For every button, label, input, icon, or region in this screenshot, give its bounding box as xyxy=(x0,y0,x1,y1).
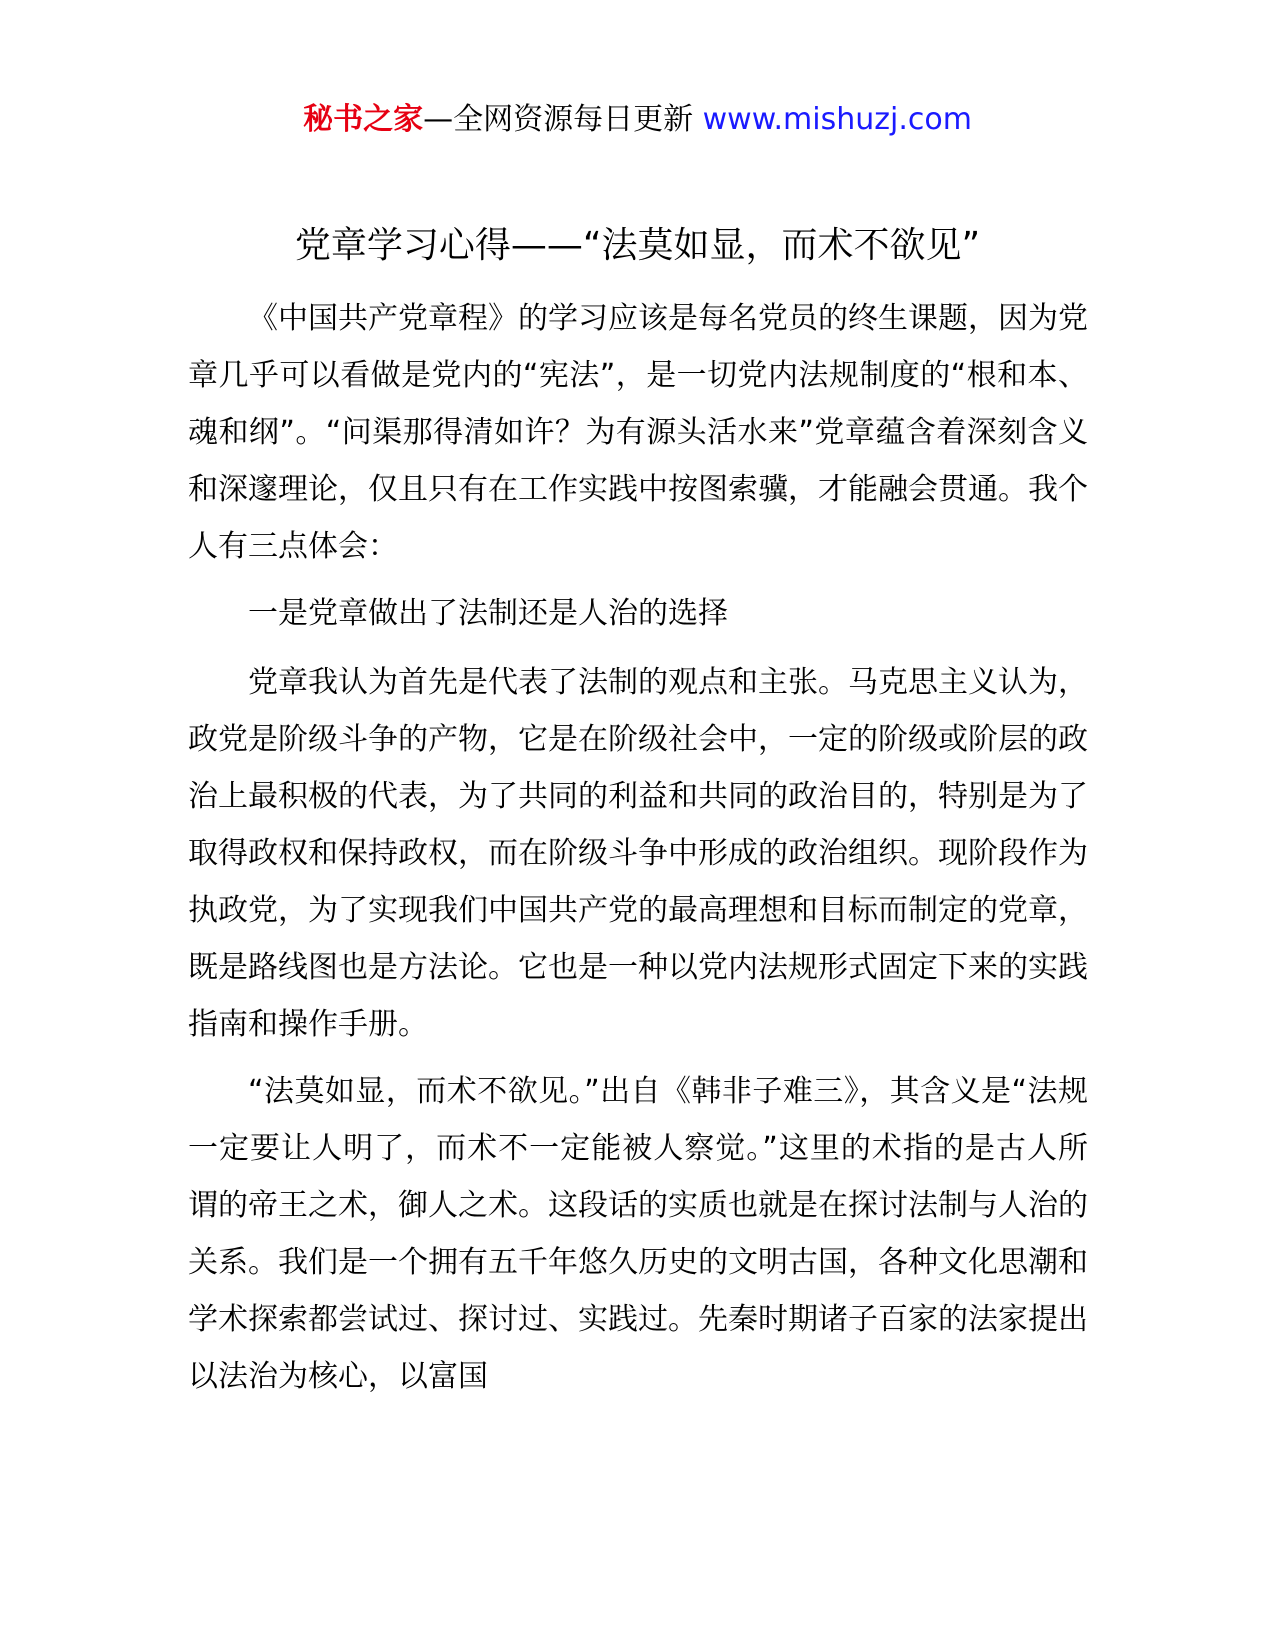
paragraph-intro: 《中国共产党章程》的学习应该是每名党员的终生课题，因为党章几乎可以看做是党内的“宪法”，是一切党内法规制度的“根和本、魂和纲”。“问渠那得清如许？为有源头活水来”党章蕴含着深刻含义和深邃理论，仅且只有在工作实践中按图索骥，才能融会贯通。我个人有三点体会： xyxy=(188,301,1088,564)
site-tagline: —全网资源每日更新 xyxy=(423,102,694,137)
section-heading: 一是党章做出了法制还是人治的选择 xyxy=(248,596,728,631)
document-body xyxy=(188,290,1088,1415)
site-brand: 秘书之家 xyxy=(303,102,424,137)
paragraph-rule-of-law: 党章我认为首先是代表了法制的观点和主张。马克思主义认为，政党是阶级斗争的产物，它是在阶级社会中，一定的阶级或阶层的政治上最积极的代表，为了共同的利益和共同的政治目的，特别是为了取得政权和保持政权，而在阶级斗争中形成的政治组织。现阶段作为执政党，为了实现我们中国共产党的最高理想和目标而制定的党章，既是路线图也是方法论。它也是一种以党内法规形式固定下来的实践指南和操作手册。 xyxy=(188,665,1088,1042)
site-url-link[interactable]: www.mishuzj.com xyxy=(702,102,972,137)
site-header xyxy=(0,100,1275,140)
document-title: 党章学习心得——“法莫如显，而术不欲见” xyxy=(294,225,981,266)
paragraph-hanfeizi: “法莫如显，而术不欲见。”出自《韩非子难三》，其含义是“法规一定要让人明了，而术不一定能被人察觉。”这里的术指的是古人所谓的帝王之术，御人之术。这段话的实质也就是在探讨法制与人治的关系。我们是一个拥有五千年悠久历史的文明古国，各种文化思潮和学术探索都尝试过、探讨过、实践过。先秦时期诸子百家的法家提出以法治为核心，以富国 xyxy=(188,1074,1088,1394)
